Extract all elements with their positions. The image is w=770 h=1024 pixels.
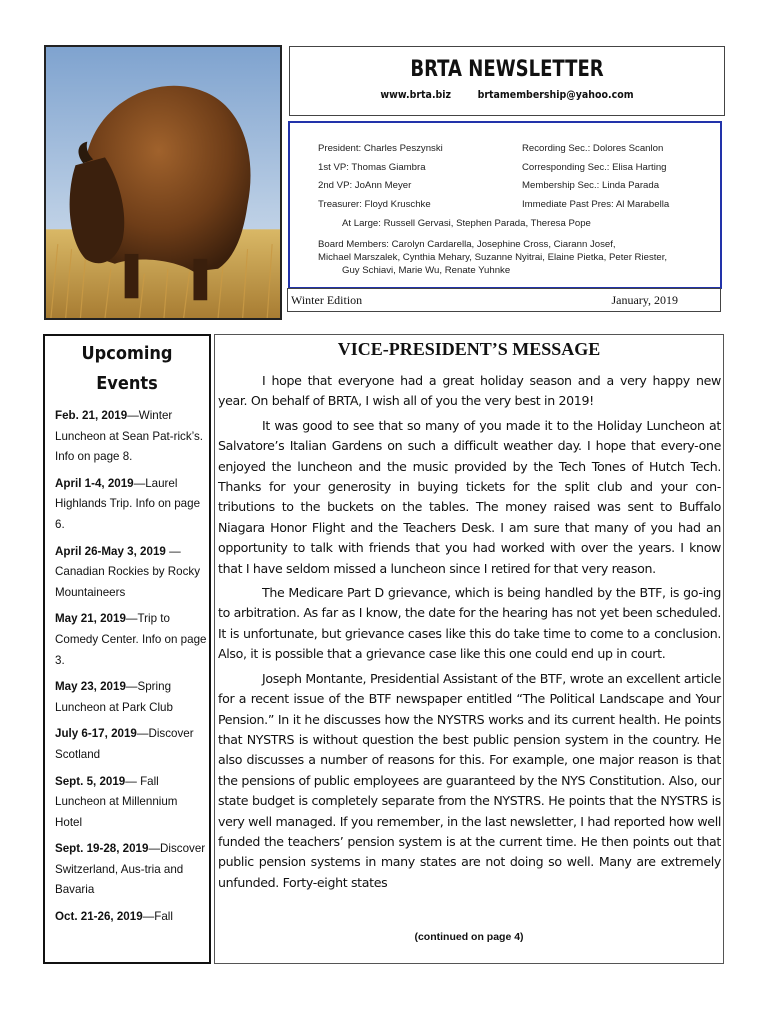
event-text: — Fall Luncheon at Millennium Hotel <box>55 774 178 829</box>
event-date: April 26-May 3, 2019 <box>55 544 166 558</box>
officer-first-vp: 1st VP: Thomas Giambra <box>318 162 426 173</box>
article-title: VICE-PRESIDENT’S MESSAGE <box>337 339 601 359</box>
events-heading-line-1: Upcoming <box>81 343 173 364</box>
newsletter-title: BRTA NEWSLETTER <box>410 57 604 82</box>
officer-treasurer: Treasurer: Floyd Kruschke <box>318 199 431 210</box>
event-item <box>55 839 207 901</box>
event-text: —Winter Luncheon at Sean Pat-rick’s. Info on page 8. <box>55 409 204 464</box>
board-members-line-2: Michael Marszalek, Cynthia Mehary, Suzanne Nyitrai, Elaine Pietka, Peter Riester, <box>318 252 668 263</box>
event-item <box>55 772 207 834</box>
event-item <box>55 609 207 671</box>
officers-at-large: At Large: Russell Gervasi, Stephen Parada, Theresa Pope <box>342 218 591 229</box>
event-item <box>55 542 207 604</box>
website-link[interactable]: www.brta.biz <box>380 88 452 101</box>
event-date: Oct. 21-26, 2019 <box>55 910 143 924</box>
event-text: —Spring Luncheon at Park Club <box>55 680 173 714</box>
event-item <box>55 907 207 928</box>
vp-message-article <box>214 334 724 964</box>
event-text: — Canadian Rockies by Rocky Mountaineers <box>55 544 200 599</box>
edition-date: January, 2019 <box>611 293 678 307</box>
article-paragraph: The Medicare Part D grievance, which is being handled by the BTF, is go-ing to arbitration. As far as I know, the date for the hearing has not yet been scheduled. It is unfortunate, but grievance cases like this do take time to come to a conclusion. Also, it is possible that a grievance case like this one could end up in court. <box>218 585 721 662</box>
event-date: July 6-17, 2019 <box>55 727 137 741</box>
event-text: —Discover Scotland <box>55 727 194 761</box>
event-date: April 1-4, 2019 <box>55 476 134 490</box>
officer-president: President: Charles Peszynski <box>318 143 443 154</box>
event-item <box>55 724 207 765</box>
masthead <box>289 46 725 116</box>
event-text: —Fall <box>142 910 173 924</box>
officers-row-1 <box>318 143 718 154</box>
board-members-line-1: Board Members: Carolyn Cardarella, Josephine Cross, Ciarann Josef, <box>318 239 616 250</box>
events-list <box>55 406 207 934</box>
event-date: Sept. 19-28, 2019 <box>55 842 149 856</box>
officer-membership-sec: Membership Sec.: Linda Parada <box>522 180 660 191</box>
event-text: —Laurel Highlands Trip. Info on page 6. <box>55 476 201 531</box>
event-date: May 21, 2019 <box>55 612 126 626</box>
events-heading-line-2: Events <box>96 373 158 394</box>
officers-row-4 <box>318 199 718 210</box>
bison-photo <box>44 45 282 320</box>
officer-second-vp: 2nd VP: JoAnn Meyer <box>318 180 412 191</box>
edition-name: Winter Edition <box>291 293 363 307</box>
article-paragraph: I hope that everyone had a great holiday season and a very happy new year. On behalf of BRTA, I wish all of you the very best in 2019! <box>218 373 721 409</box>
officer-recording-sec: Recording Sec.: Dolores Scanlon <box>522 143 664 154</box>
event-item <box>55 474 207 536</box>
board-members-line-3: Guy Schiavi, Marie Wu, Renate Yuhnke <box>342 265 511 276</box>
article-paragraph: It was good to see that so many of you made it to the Holiday Luncheon at Salvatore’s Italian Gardens on such a difficult weather day. I hope that every-one enjoyed the luncheon and the music provided by the Tech Tones of Hutch Tech. Thanks for your generosity in buying tickets for the split club and your con-tributions to the buckets on the tables. The money raised was sent to Buffalo Niagara Honor Flight and the Teachers Desk. I am sure that many of you had an opportunity to talk with friends that you had worked with over the years. I know that I have seldom missed a luncheon since I retired for that very reason. <box>218 417 721 576</box>
event-item <box>55 406 207 468</box>
event-date: Sept. 5, 2019 <box>55 774 126 788</box>
event-item <box>55 677 207 718</box>
event-text: —Discover Switzerland, Aus-tria and Bavaria <box>55 842 206 897</box>
events-heading <box>53 336 201 399</box>
continued-note: (continued on page 4) <box>414 931 524 943</box>
officers-box <box>288 121 722 289</box>
edition-bar <box>287 288 721 312</box>
upcoming-events-sidebar <box>43 334 211 964</box>
event-date: May 23, 2019 <box>55 680 126 694</box>
event-date: Feb. 21, 2019 <box>55 409 128 422</box>
officers-row-2 <box>318 162 718 173</box>
contact-line <box>320 88 693 101</box>
email-link[interactable]: brtamembership@yahoo.com <box>477 88 634 101</box>
article-body <box>218 371 721 897</box>
event-text: —Trip to Comedy Center. Info on page 3. <box>55 612 207 667</box>
officer-past-pres: Immediate Past Pres: Al Marabella <box>522 199 670 210</box>
article-paragraph: Joseph Montante, Presidential Assistant of the BTF, wrote an excellent article for a recent issue of the BTF newspaper entitled “The Political Landscape and Your Pension.” In it he discusses how the NYSTRS works and its current health. He points that NYSTRS is without question the best public pension system in the country. He also discusses a number of reasons for this. For example, one major reason is that the pensions of public employees are guaranteed by the NYS Constitution. Also, our state budget is completely separate from the NYSTRS. He points that the NYSTRS is very well managed. If you remember, in the last newsletter, I had reported how well funded the teachers’ pension system is at the current time. He then points out that public pension systems in many states are not doing so well. Many are extremely unfunded. Forty-eight states <box>218 670 721 890</box>
bison-image <box>46 47 280 318</box>
officer-corresponding-sec: Corresponding Sec.: Elisa Harting <box>522 162 667 173</box>
officers-row-3 <box>318 180 718 191</box>
